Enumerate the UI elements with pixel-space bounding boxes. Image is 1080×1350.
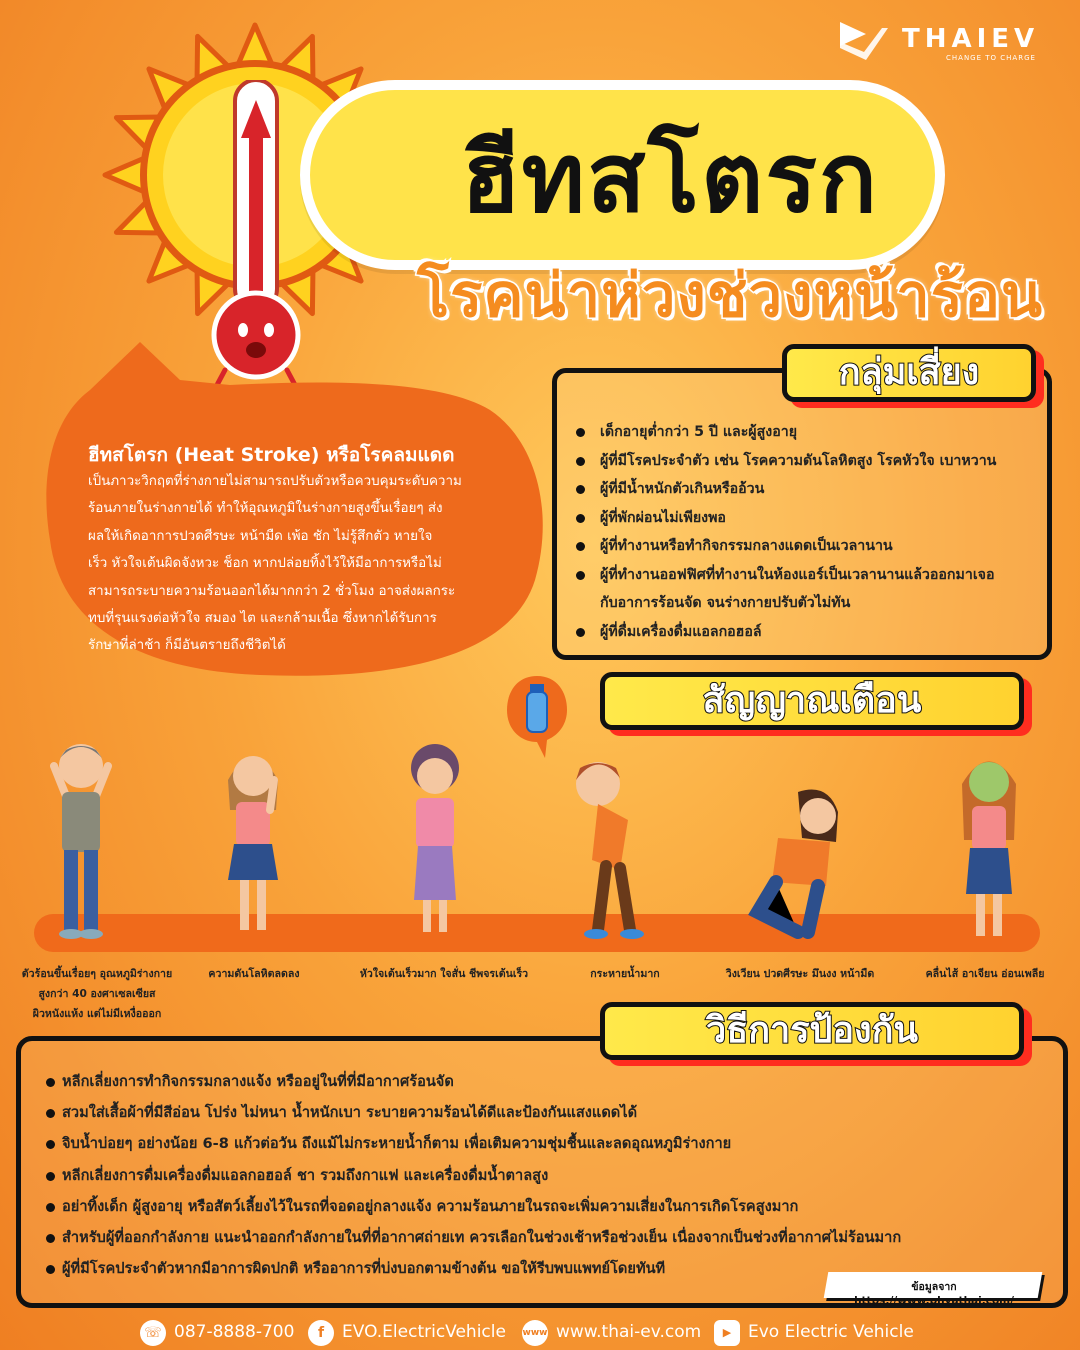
- list-item: ผู้ที่พักผ่อนไม่เพียงพอ: [572, 504, 1042, 533]
- footer-facebook[interactable]: f EVO.ElectricVehicle: [308, 1320, 518, 1346]
- list-item: จิบน้ำบ่อยๆ อย่างน้อย 6-8 แก้วต่อวัน ถึงแม้ไม่กระหายน้ำก็ตาม เพื่อเติมความชุ่มชื้นและลดอุณหภูมิร่างกาย: [44, 1128, 1054, 1159]
- definition-line: สามารถระบายความร้อนออกได้มากกว่า 2 ชั่วโมง อาจส่งผลกระ: [88, 583, 456, 599]
- prevention-heading: วิธีการป้องกัน: [600, 1002, 1024, 1060]
- warning-signs-heading: สัญญาณเตือน: [600, 672, 1024, 730]
- footer-phone[interactable]: ☏ 087-8888-700: [140, 1320, 300, 1346]
- definition-line: เป็นภาวะวิกฤตที่ร่างกายไม่สามารถปรับตัวหรือควบคุมระดับความ: [88, 474, 462, 489]
- prevention-list: [44, 1066, 1054, 1284]
- page-title: ฮีทสโตรก: [460, 122, 880, 234]
- globe-icon: www: [522, 1320, 548, 1346]
- risk-group-list: [572, 418, 1042, 646]
- list-item: อย่าทิ้งเด็ก ผู้สูงอายุ หรือสัตว์เลี้ยงไว้ในรถที่จอดอยู่กลางแจ้ง ความร้อนภายในรถจะเพิ่มความเสี่ยงในการเกิดโรคสูงมาก: [44, 1191, 1054, 1222]
- brand-name: THAIEV: [902, 24, 1040, 54]
- person-nausea-icon: [944, 744, 1034, 944]
- list-item: สำหรับผู้ที่ออกกำลังกาย แนะนำออกกำลังกายในที่ที่อากาศถ่ายเท ควรเลือกในช่วงเช้าหรือช่วงเย็น เนื่องจากเป็นช่วงที่อากาศไม่ร้อนมาก: [44, 1222, 1054, 1253]
- definition-body: [88, 468, 488, 660]
- list-item: หลีกเลี่ยงการดื่มเครื่องดื่มแอลกอฮอล์ ชา รวมถึงกาแฟ และเครื่องดื่มน้ำตาลสูง: [44, 1160, 1054, 1191]
- list-item: ผู้ที่ทำงานออฟฟิศที่ทำงานในห้องแอร์เป็นเวลานานแล้วออกมาเจอ: [572, 561, 1042, 590]
- warning-sign-caption: กระหายน้ำมาก: [590, 968, 660, 980]
- list-item: หลีกเลี่ยงการทำกิจกรรมกลางแจ้ง หรืออยู่ในที่ที่มีอากาศร้อนจัด: [44, 1066, 1054, 1097]
- definition-line: รักษาที่ล่าช้า ก็มีอันตรายถึงชีวิตได้: [88, 638, 286, 654]
- warning-sign-caption: คลื่นไส้ อาเจียน อ่อนเพลีย: [925, 968, 1045, 980]
- source-link[interactable]: ข้อมูลจาก https://www.phyathai.com/: [854, 1281, 1014, 1307]
- logo-mark-icon: [836, 18, 892, 62]
- list-item: สวมใส่เสื้อผ้าที่มีสีอ่อน โปร่ง ไม่หนา น้ำหนักเบา ระบายความร้อนได้ดีและป้องกันแสงแดดได้: [44, 1097, 1054, 1128]
- definition-line: ผลให้เกิดอาการปวดศีรษะ หน้ามืด เพ้อ ชัก ไม่รู้สึกตัว หายใจ: [88, 528, 433, 544]
- list-item: ผู้ที่ทำงานหรือทำกิจกรรมกลางแดดเป็นเวลานาน: [572, 532, 1042, 561]
- definition-line: เร็ว หัวใจเต้นผิดจังหวะ ช็อก หากปล่อยทิ้งไว้ให้มีอาการหรือไม่: [88, 556, 442, 572]
- person-thirsty-icon: [558, 750, 668, 945]
- brand-tagline: CHANGE TO CHARGE: [946, 54, 1036, 62]
- definition-line: ร้อนภายในร่างกายได้ ทำให้อุณหภูมิในร่างกายสูงขึ้นเรื่อยๆ ส่ง: [88, 501, 443, 517]
- person-palpitation-icon: [390, 740, 480, 940]
- warning-sign-caption: ตัวร้อนขึ้นเรื่อยๆ อุณหภูมิร่างกาย สูงกว่า 40 องศาเซลเซียส ผิวหนังแห้ง แต่ไม่มีเหงื่อออก: [21, 968, 173, 1020]
- ground-strip: [34, 914, 1040, 952]
- warning-sign-caption: วิงเวียน ปวดศีรษะ มึนงง หน้ามืด: [725, 968, 875, 980]
- list-item: เด็กอายุต่ำกว่า 5 ปี และผู้สูงอายุ: [572, 418, 1042, 447]
- risk-group-heading: กลุ่มเสี่ยง: [782, 344, 1036, 402]
- definition-line: ทบที่รุนแรงต่อหัวใจ สมอง ไต และกล้ามเนื้อ ซึ่งหากได้รับการ: [88, 611, 437, 627]
- footer-youtube[interactable]: ▶ Evo Electric Vehicle: [714, 1320, 954, 1346]
- list-item-continuation: กับอาการร้อนจัด จนร่างกายปรับตัวไม่ทัน: [600, 595, 851, 611]
- person-headache-icon: [748, 782, 858, 942]
- page-subtitle: โรคน่าห่วงช่วงหน้าร้อน: [416, 261, 1044, 331]
- facebook-icon: f: [308, 1320, 334, 1346]
- person-dizzy-icon: [208, 740, 298, 940]
- list-item: ผู้ที่มีน้ำหนักตัวเกินหรืออ้วน: [572, 475, 1042, 504]
- youtube-icon: ▶: [714, 1320, 740, 1346]
- brand-logo: [836, 18, 1066, 66]
- list-item: ผู้ที่มีโรคประจำตัว เช่น โรคความดันโลหิตสูง โรคหัวใจ เบาหวาน: [572, 447, 1042, 476]
- footer-bar: [0, 1312, 1080, 1350]
- warning-sign-caption: หัวใจเต้นเร็วมาก ใจสั่น ชีพจรเต้นเร็ว: [359, 968, 529, 980]
- phone-icon: ☏: [140, 1320, 166, 1346]
- definition-heading: ฮีทสโตรก (Heat Stroke) หรือโรคลมแดด: [88, 444, 455, 466]
- person-feverish-icon: [36, 736, 126, 946]
- list-item: ผู้ที่ดื่มเครื่องดื่มแอลกอฮอล์: [572, 618, 1042, 647]
- list-item: ผู้ที่มีโรคประจำตัวหากมีอาการผิดปกติ หรืออาการที่บ่งบอกตามข้างต้น ขอให้รีบพบแพทย์โดยทันที: [44, 1253, 1054, 1284]
- footer-website[interactable]: www www.thai-ev.com: [522, 1320, 702, 1346]
- warning-sign-caption: ความดันโลหิตลดลง: [208, 968, 300, 980]
- water-bottle-icon: [505, 672, 569, 762]
